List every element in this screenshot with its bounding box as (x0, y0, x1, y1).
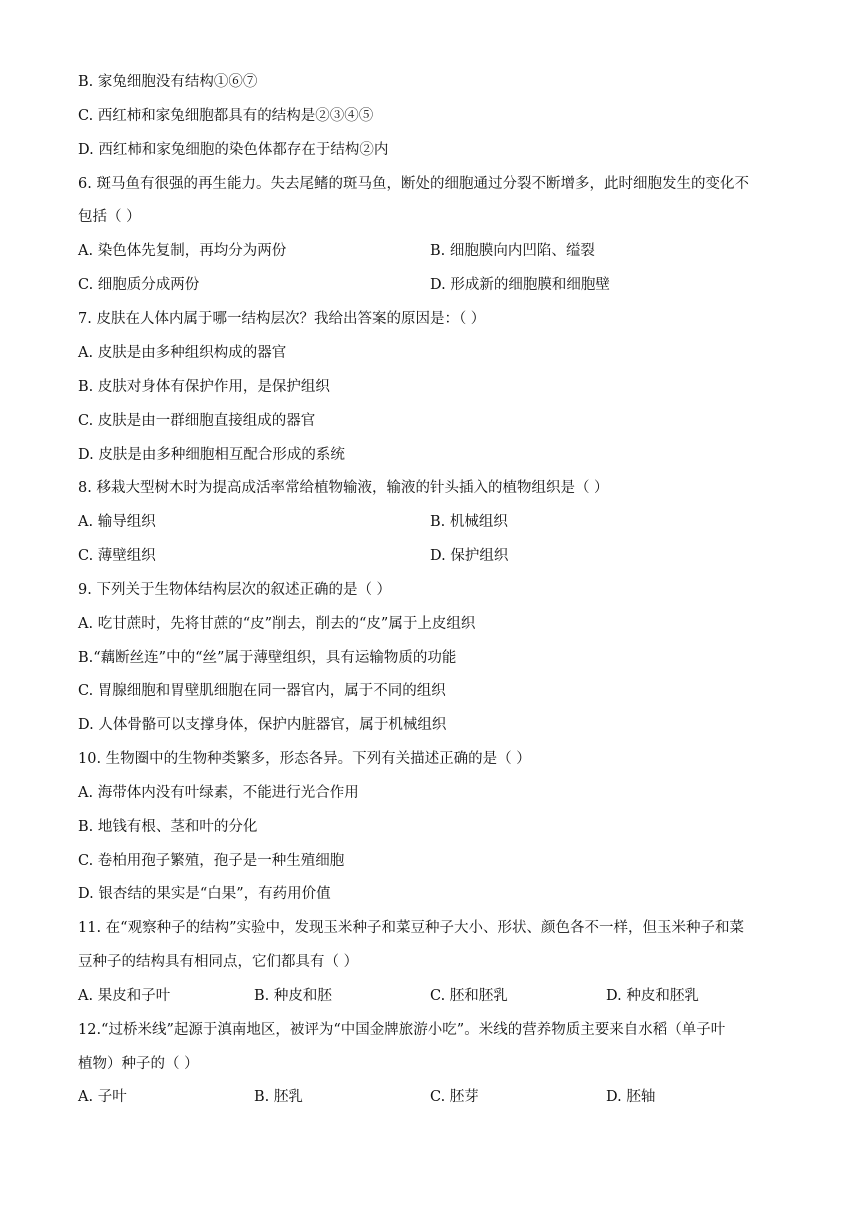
q9-option-a: A. 吃甘蔗时，先将甘蔗的“皮”削去，削去的“皮”属于上皮组织 (78, 616, 476, 632)
q7-option-c: C. 皮肤是由一群细胞直接组成的器官 (78, 413, 316, 429)
q8-stem: 8. 移栽大型树木时为提高成活率常给植物输液，输液的针头插入的植物组织是（ ） (78, 480, 609, 496)
q7-stem: 7. 皮肤在人体内属于哪一结构层次？我给出答案的原因是：（ ） (78, 311, 486, 327)
q6-option-d: D. 形成新的细胞膜和细胞壁 (430, 277, 610, 293)
q7-option-d: D. 皮肤是由多种细胞相互配合形成的系统 (78, 447, 345, 463)
q10-option-c: C. 卷柏用孢子繁殖，孢子是一种生殖细胞 (78, 853, 345, 869)
q11-stem-line-1: 11. 在“观察种子的结构”实验中，发现玉米种子和菜豆种子大小、形状、颜色各不一样，但玉米种子和菜 (78, 920, 744, 936)
q12-option-b: B. 胚乳 (254, 1089, 303, 1105)
q10-option-b: B. 地钱有根、茎和叶的分化 (78, 819, 258, 835)
q9-option-b: B.“藕断丝连”中的“丝”属于薄壁组织，具有运输物质的功能 (78, 650, 457, 666)
q12-option-c: C. 胚芽 (430, 1089, 479, 1105)
q11-option-a: A. 果皮和子叶 (78, 988, 171, 1004)
q12-stem-line-2: 植物）种子的（ ） (78, 1056, 199, 1072)
q6-stem-line-2: 包括（ ） (78, 209, 141, 225)
q6-option-a: A. 染色体先复制，再均分为两份 (78, 243, 287, 259)
q10-stem: 10. 生物圈中的生物种类繁多，形态各异。下列有关描述正确的是（ ） (78, 751, 531, 767)
q8-option-b: B. 机械组织 (430, 514, 508, 530)
q6-option-c: C. 细胞质分成两份 (78, 277, 200, 293)
q5-option-d: D. 西红柿和家兔细胞的染色体都存在于结构②内 (78, 142, 389, 158)
q6-option-b: B. 细胞膜向内凹陷、缢裂 (430, 243, 595, 259)
q7-option-a: A. 皮肤是由多种组织构成的器官 (78, 345, 287, 361)
q8-option-d: D. 保护组织 (430, 548, 509, 564)
q8-option-c: C. 薄壁组织 (78, 548, 156, 564)
q6-stem-line-1: 6. 斑马鱼有很强的再生能力。失去尾鳍的斑马鱼，断处的细胞通过分裂不断增多，此时细胞发生的变化不 (78, 176, 749, 192)
q12-stem-line-1: 12.“过桥米线”起源于滇南地区，被评为“中国金牌旅游小吃”。米线的营养物质主要来自水稻（单子叶 (78, 1022, 726, 1038)
q9-option-c: C. 胃腺细胞和胃壁肌细胞在同一器官内，属于不同的组织 (78, 683, 446, 699)
q5-option-c: C. 西红柿和家兔细胞都具有的结构是②③④⑤ (78, 108, 374, 124)
q7-option-b: B. 皮肤对身体有保护作用，是保护组织 (78, 379, 330, 395)
q5-option-b: B. 家兔细胞没有结构①⑥⑦ (78, 74, 258, 90)
q11-option-c: C. 胚和胚乳 (430, 988, 508, 1004)
q11-stem-line-2: 豆种子的结构具有相同点，它们都具有（ ） (78, 954, 359, 970)
q9-option-d: D. 人体骨骼可以支撑身体，保护内脏器官，属于机械组织 (78, 717, 447, 733)
q10-option-a: A. 海带体内没有叶绿素，不能进行光合作用 (78, 785, 359, 801)
q11-option-d: D. 种皮和胚乳 (606, 988, 699, 1004)
q11-option-b: B. 种皮和胚 (254, 988, 332, 1004)
q12-option-d: D. 胚轴 (606, 1089, 656, 1105)
q8-option-a: A. 输导组织 (78, 514, 156, 530)
q9-stem: 9. 下列关于生物体结构层次的叙述正确的是（ ） (78, 582, 392, 598)
q10-option-d: D. 银杏结的果实是“白果”，有药用价值 (78, 886, 331, 902)
q12-option-a: A. 子叶 (78, 1089, 127, 1105)
